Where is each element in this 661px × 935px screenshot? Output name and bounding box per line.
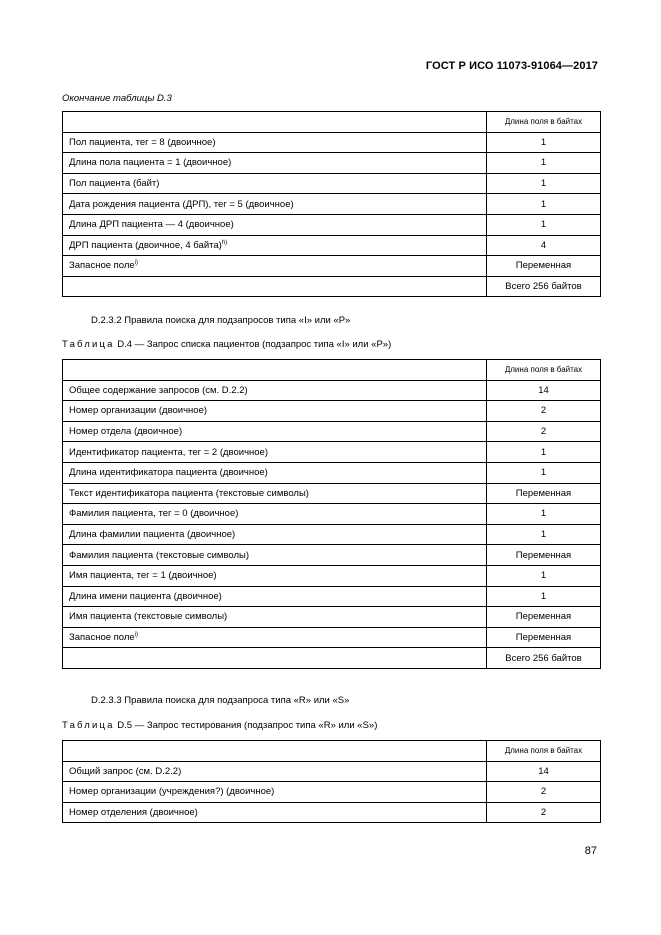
table-d4-caption-label: Таблица bbox=[62, 339, 115, 350]
table-header-cell-length: Длина поля в байтах bbox=[487, 741, 601, 762]
field-name-cell bbox=[63, 586, 487, 607]
table-row bbox=[63, 380, 601, 401]
table-row bbox=[63, 235, 601, 256]
table-row bbox=[63, 565, 601, 586]
field-length-cell: 14 bbox=[487, 380, 601, 401]
table-row bbox=[63, 421, 601, 442]
field-name-cell bbox=[63, 173, 487, 194]
field-name: Длина идентификатора пациента (двоичное) bbox=[69, 467, 268, 479]
field-length-cell: Переменная bbox=[487, 607, 601, 628]
field-name-cell bbox=[63, 235, 487, 256]
footnote-marker: i) bbox=[134, 260, 139, 267]
field-name: Номер отделения (двоичное) bbox=[69, 807, 198, 819]
field-length-cell: 2 bbox=[487, 782, 601, 803]
table-d5-caption-text: D.5 — Запрос тестирования (подзапрос типа «R» или «S») bbox=[117, 720, 378, 731]
table-row bbox=[63, 648, 601, 669]
table-header-cell-empty bbox=[63, 741, 487, 762]
field-name-cell bbox=[63, 276, 487, 297]
table-row bbox=[63, 545, 601, 566]
field-name-cell bbox=[63, 256, 487, 277]
table-header-row bbox=[63, 112, 601, 133]
field-name: Дата рождения пациента (ДРП), тег = 5 (двоичное) bbox=[69, 198, 294, 210]
field-name-cell bbox=[63, 524, 487, 545]
field-name: ДРП пациента (двоичное, 4 байта) bbox=[69, 239, 222, 251]
field-length-cell: 1 bbox=[487, 462, 601, 483]
table-header-cell-length: Длина поля в байтах bbox=[487, 360, 601, 381]
table-header-cell-length: Длина поля в байтах bbox=[487, 112, 601, 133]
field-length-cell: 2 bbox=[487, 421, 601, 442]
table-row bbox=[63, 173, 601, 194]
field-name-cell bbox=[63, 421, 487, 442]
field-name: Фамилия пациента (текстовые символы) bbox=[69, 549, 250, 561]
field-length-cell: Переменная bbox=[487, 483, 601, 504]
field-name-cell bbox=[63, 627, 487, 648]
field-length-cell: 2 bbox=[487, 802, 601, 823]
field-name: Запасное поле bbox=[69, 632, 135, 644]
section-d-2-3-2-heading: D.2.3.2 Правила поиска для подзапросов типа «I» или «P» bbox=[91, 315, 351, 326]
field-length-cell: 1 bbox=[487, 194, 601, 215]
field-length-cell: 1 bbox=[487, 504, 601, 525]
table-header-cell-empty bbox=[63, 360, 487, 381]
field-name-cell bbox=[63, 442, 487, 463]
field-length-cell: 1 bbox=[487, 153, 601, 174]
table-d4-caption bbox=[62, 339, 391, 350]
table-row bbox=[63, 586, 601, 607]
field-name-cell bbox=[63, 607, 487, 628]
field-name: Пол пациента (байт) bbox=[69, 178, 160, 190]
table-row bbox=[63, 132, 601, 153]
field-length-cell: 14 bbox=[487, 761, 601, 782]
table-d4 bbox=[62, 359, 601, 669]
field-name: Идентификатор пациента, тег = 2 (двоичное) bbox=[69, 446, 268, 458]
field-name-cell bbox=[63, 782, 487, 803]
table-row bbox=[63, 782, 601, 803]
table-row bbox=[63, 761, 601, 782]
table-d5-caption bbox=[62, 720, 377, 731]
document-header: ГОСТ Р ИСО 11073-91064—2017 bbox=[425, 60, 598, 72]
field-length-cell: 1 bbox=[487, 565, 601, 586]
table-row bbox=[63, 524, 601, 545]
table-row bbox=[63, 462, 601, 483]
table-row bbox=[63, 194, 601, 215]
table-row bbox=[63, 153, 601, 174]
field-length-cell: 1 bbox=[487, 173, 601, 194]
table-d5 bbox=[62, 740, 601, 823]
table-row bbox=[63, 483, 601, 504]
field-name: Пол пациента, тег = 8 (двоичное) bbox=[69, 136, 216, 148]
field-name: Имя пациента (текстовые символы) bbox=[69, 611, 228, 623]
table-row bbox=[63, 256, 601, 277]
field-length-cell: 1 bbox=[487, 214, 601, 235]
field-name: Общее содержание запросов (см. D.2.2) bbox=[69, 384, 248, 396]
field-name-cell bbox=[63, 648, 487, 669]
field-name: Текст идентификатора пациента (текстовые символы) bbox=[69, 487, 309, 499]
field-length-cell: 1 bbox=[487, 442, 601, 463]
field-name: Общий запрос (см. D.2.2) bbox=[69, 765, 182, 777]
table-row bbox=[63, 802, 601, 823]
field-name: Номер организации (учреждения?) (двоичное) bbox=[69, 786, 275, 798]
field-name: Длина фамилии пациента (двоичное) bbox=[69, 529, 236, 541]
table-row bbox=[63, 607, 601, 628]
page-number: 87 bbox=[584, 845, 597, 857]
field-length-cell: 1 bbox=[487, 586, 601, 607]
field-name-cell bbox=[63, 132, 487, 153]
field-length-cell: 1 bbox=[487, 524, 601, 545]
footnote-marker: i) bbox=[134, 632, 139, 639]
table-d3 bbox=[62, 111, 601, 297]
field-length-cell: 1 bbox=[487, 132, 601, 153]
field-name-cell bbox=[63, 153, 487, 174]
field-name-cell bbox=[63, 380, 487, 401]
field-name: Длина имени пациента (двоичное) bbox=[69, 590, 222, 602]
field-name: Длина ДРП пациента — 4 (двоичное) bbox=[69, 219, 234, 231]
field-name-cell bbox=[63, 802, 487, 823]
field-length-cell: Всего 256 байтов bbox=[487, 648, 601, 669]
field-name: Фамилия пациента, тег = 0 (двоичное) bbox=[69, 508, 239, 520]
field-name: Имя пациента, тег = 1 (двоичное) bbox=[69, 570, 217, 582]
field-name-cell bbox=[63, 483, 487, 504]
table-row bbox=[63, 401, 601, 422]
field-length-cell: Переменная bbox=[487, 256, 601, 277]
table-row bbox=[63, 504, 601, 525]
field-name-cell bbox=[63, 504, 487, 525]
field-name: Длина пола пациента = 1 (двоичное) bbox=[69, 157, 232, 169]
field-name-cell bbox=[63, 761, 487, 782]
table-header-row bbox=[63, 360, 601, 381]
table-row bbox=[63, 276, 601, 297]
field-length-cell: 4 bbox=[487, 235, 601, 256]
table-row bbox=[63, 627, 601, 648]
table-row bbox=[63, 442, 601, 463]
field-name-cell bbox=[63, 401, 487, 422]
field-name-cell bbox=[63, 565, 487, 586]
field-length-cell: 2 bbox=[487, 401, 601, 422]
table-header-row bbox=[63, 741, 601, 762]
field-name: Номер отдела (двоичное) bbox=[69, 426, 183, 438]
field-name: Номер организации (двоичное) bbox=[69, 405, 208, 417]
field-name: Запасное поле bbox=[69, 260, 135, 272]
field-length-cell: Переменная bbox=[487, 545, 601, 566]
table-d3-caption: Окончание таблицы D.3 bbox=[62, 93, 172, 104]
table-d4-caption-text: D.4 — Запрос списка пациентов (подзапрос типа «I» или «P») bbox=[117, 339, 392, 350]
field-name-cell bbox=[63, 462, 487, 483]
footnote-marker: h) bbox=[221, 239, 228, 246]
table-row bbox=[63, 214, 601, 235]
table-d5-caption-label: Таблица bbox=[62, 720, 115, 731]
field-length-cell: Переменная bbox=[487, 627, 601, 648]
section-d-2-3-3-heading: D.2.3.3 Правила поиска для подзапроса типа «R» или «S» bbox=[91, 695, 350, 706]
field-length-cell: Всего 256 байтов bbox=[487, 276, 601, 297]
table-header-cell-empty bbox=[63, 112, 487, 133]
field-name-cell bbox=[63, 214, 487, 235]
field-name-cell bbox=[63, 194, 487, 215]
field-name-cell bbox=[63, 545, 487, 566]
